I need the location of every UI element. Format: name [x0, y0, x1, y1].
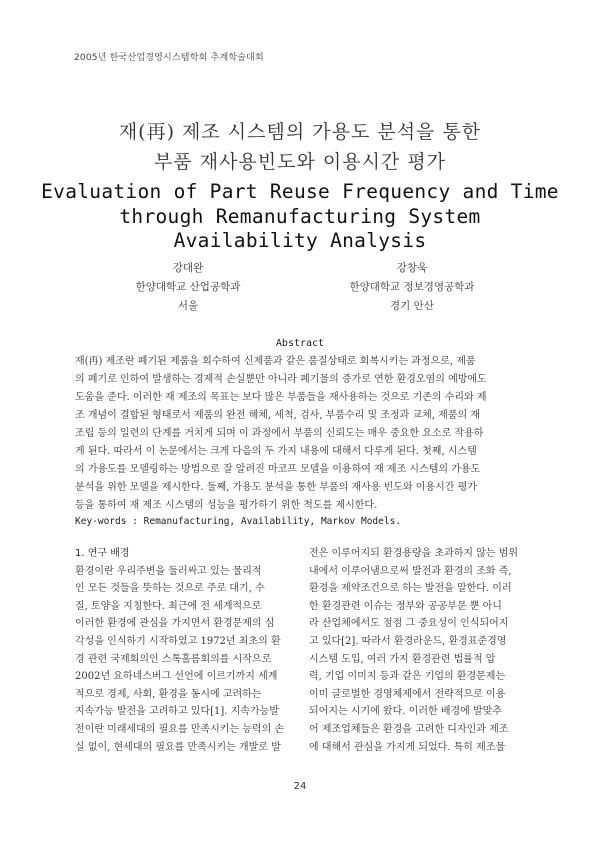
body-line: 력, 기업 이미지 등과 같은 기업의 환경문제는: [309, 671, 506, 683]
body-line: 환경을 제약조건으로 하는 발전을 말한다. 이러: [309, 583, 512, 595]
body-line: 2002년 요하네스버그 선언에 이르기까지 세계: [75, 671, 278, 683]
body-line: 내에서 이루어냄으로써 발전과 환경의 조화 즉,: [309, 565, 512, 577]
abstract-line: 분석을 위한 모델을 제시한다. 둘째, 가용도 분석을 통한 부품의 재사용 빈도와 이용시간 평가: [75, 482, 477, 493]
body-line: 적으로 경제, 사회, 환경을 동시에 고려하는: [75, 688, 262, 700]
author-location: 경기 안산: [390, 300, 434, 312]
english-title-line-1: Evaluation of Part Reuse Frequency and Time: [41, 180, 559, 203]
body-line: 이러한 환경에 관심을 가지면서 환경문제의 심: [75, 618, 275, 630]
body-line: 각성을 인식하기 시작하였고 1972년 최초의 환: [75, 635, 281, 647]
body-line: 라 산업체에서도 점점 그 중요성이 인식되어지: [309, 618, 509, 630]
body-line: 고 있다[2]. 따라서 환경라운드, 환경표준경영: [309, 635, 507, 647]
author-affiliation: 한양대학교 정보경영공학과: [349, 281, 475, 293]
english-title-line-2: through Remanufacturing System: [119, 205, 481, 228]
abstract-line: 재(再) 제조란 폐기된 제품을 회수하여 신제품과 같은 품질상태로 회복시키는 과정으로, 제품: [75, 356, 476, 367]
body-line: 실 없이, 현세대의 필요를 만족시키는 개발로 발: [75, 741, 281, 753]
body-line: 어 제조업체들은 환경을 고려한 디자인과 제조: [309, 723, 509, 735]
page-number: 24: [293, 781, 307, 792]
body-line: 지속가능 발전을 고려하고 있다[1]. 지속가능발: [75, 706, 279, 718]
body-line: 이미 글로벌한 경영체제에서 전략적으로 이용: [309, 688, 506, 700]
english-title-line-3: Availability Analysis: [173, 229, 427, 252]
body-column-right: [309, 545, 527, 756]
abstract-line: 게 된다. 따라서 이 논문에서는 크게 다음의 두 가지 내용에 대해서 다루게 된다. 첫째, 시스템: [75, 446, 477, 457]
body-line: 환경이란 우리주변을 둘러싸고 있는 물리적: [75, 565, 262, 577]
author-name: 강대완: [172, 262, 204, 274]
body-line: 시스템 도입, 여러 가지 환경관련 법률적 압: [309, 653, 496, 665]
abstract-line: 의 가용도를 모델링하는 방법으로 잘 알려진 마코프 모델을 이용하여 재 제조 시스템의 가용도: [75, 464, 481, 475]
body-line: 질, 토양을 지칭한다. 최근에 전 세계적으로: [75, 600, 262, 612]
author-location: 서울: [177, 300, 199, 312]
section-heading: 1. 연구 배경: [75, 548, 130, 559]
abstract-heading: Abstract: [275, 338, 325, 349]
author-block-2: [312, 259, 512, 316]
abstract-line: 조립 등의 일련의 단계를 거치게 되며 이 과정에서 부품의 신뢰도는 매우 중요한 요소로 작용하: [75, 428, 484, 439]
author-affiliation: 한양대학교 산업공학과: [135, 281, 241, 293]
conference-header: 2005년 한국산업경영시스템학회 추계학술대회: [74, 53, 264, 63]
body-line: 전은 이루어지되 환경용량을 초과하지 않는 범위: [309, 548, 519, 559]
abstract-line: 조 개념이 결합된 형태로서 제품의 완전 해체, 세척, 검사, 부품수리 및 조정과 교체, 제품의 재: [75, 410, 480, 421]
abstract-line: 등을 통하여 재 제조 시스템의 성능을 평가하기 위한 척도를 제시한다.: [75, 500, 378, 511]
korean-title-line-2: 부품 재사용빈도와 이용시간 평가: [153, 151, 447, 173]
body-line: 되어지는 시기에 왔다. 이러한 배경에 발맞추: [309, 706, 502, 718]
author-name: 강창욱: [396, 262, 428, 274]
abstract-body: [75, 353, 527, 515]
abstract-line: 의 폐기로 인하여 발생하는 경제적 손실뿐만 아니라 폐기물의 증가로 연한 환경오염의 예방에도: [75, 374, 487, 385]
abstract-line: 도움을 준다. 이러한 재 제조의 목표는 보다 많은 부품들을 재사용하는 것으로 기존의 수리와 제: [75, 392, 487, 403]
author-block-1: [88, 259, 288, 316]
body-line: 에 대해서 관심을 가지게 되었다. 특히 제조물: [309, 741, 506, 753]
korean-title-line-1: 재(再) 제조 시스템의 가용도 분석을 통한: [118, 121, 482, 143]
body-line: 한 환경관련 이슈는 정부와 공공부문 뿐 아니: [309, 600, 502, 612]
body-line: 전이란 미래세대의 필요를 만족시키는 능력의 손: [75, 723, 285, 735]
body-line: 경 관련 국제회의인 스톡홀름회의를 시작으로: [75, 653, 272, 665]
body-column-left: [75, 545, 293, 756]
keywords: Key-words : Remanufacturing, Availability, Markov Models.: [75, 516, 402, 527]
body-line: 인 모든 것들을 뜻하는 것으로 주로 대기, 수: [75, 583, 265, 595]
